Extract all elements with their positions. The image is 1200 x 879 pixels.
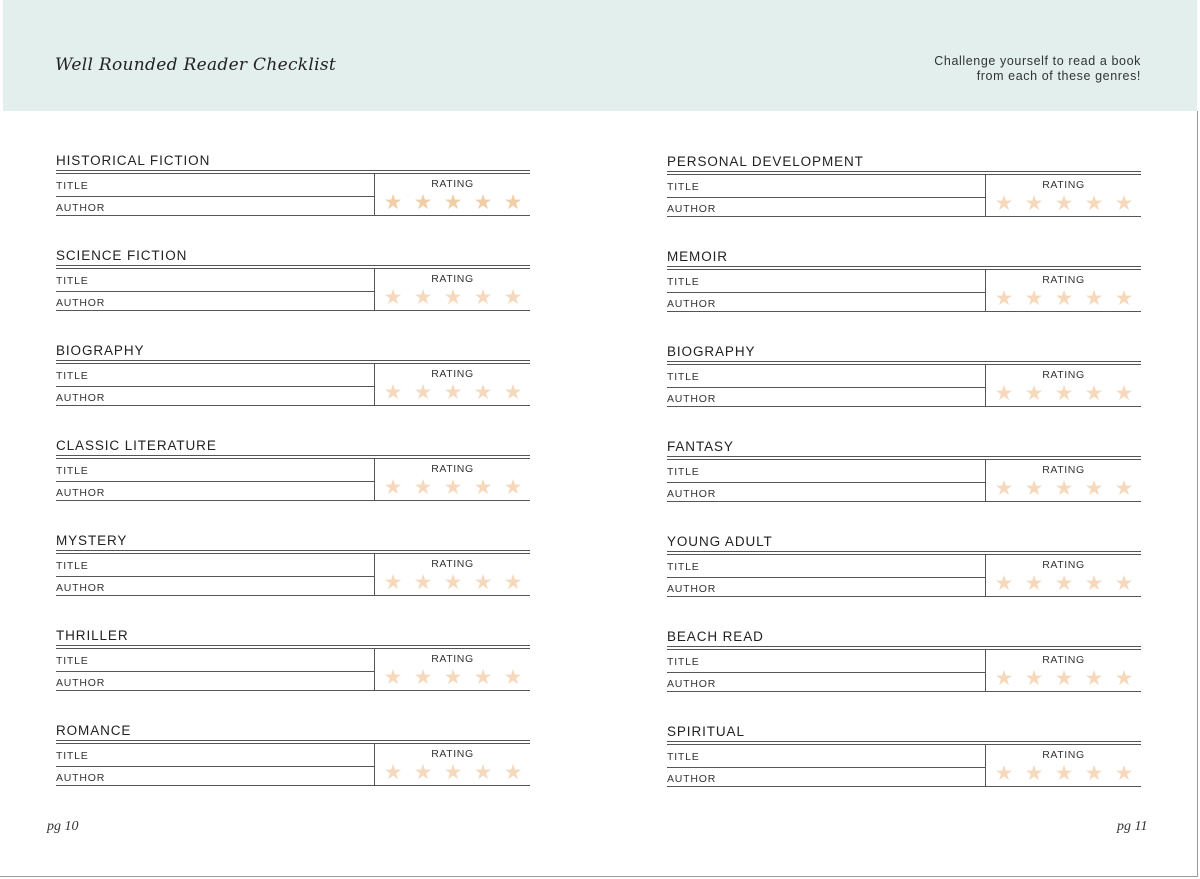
genre-name: SPIRITUAL xyxy=(667,724,745,739)
genre-section xyxy=(667,154,1141,244)
genre-section xyxy=(667,724,1141,814)
star-icon[interactable]: ★ xyxy=(413,570,433,594)
rule-line xyxy=(667,554,1141,555)
rule-line xyxy=(667,406,1141,407)
star-icon[interactable]: ★ xyxy=(413,190,433,214)
star-icon[interactable]: ★ xyxy=(443,665,463,689)
book-entry-box xyxy=(56,265,530,311)
star-icon[interactable]: ★ xyxy=(1084,191,1104,215)
star-icon[interactable]: ★ xyxy=(503,760,523,784)
rating-label: RATING xyxy=(431,748,474,760)
star-icon[interactable]: ★ xyxy=(1114,381,1134,405)
rule-line xyxy=(56,740,530,741)
rule-line xyxy=(56,481,374,482)
genre-section xyxy=(56,438,530,528)
rule-line xyxy=(56,405,530,406)
star-icon[interactable]: ★ xyxy=(383,190,403,214)
rule-line xyxy=(56,173,530,174)
star-icon[interactable]: ★ xyxy=(1054,381,1074,405)
star-rating[interactable] xyxy=(376,191,530,213)
genre-name: BIOGRAPHY xyxy=(667,344,756,359)
genre-section xyxy=(56,628,530,718)
rule-line xyxy=(667,269,1141,270)
star-icon[interactable]: ★ xyxy=(1084,476,1104,500)
star-icon[interactable]: ★ xyxy=(443,475,463,499)
rule-line xyxy=(667,459,1141,460)
genre-name: SCIENCE FICTION xyxy=(56,248,188,263)
star-icon[interactable]: ★ xyxy=(413,380,433,404)
author-field-label[interactable]: AUTHOR xyxy=(667,298,717,310)
rule-line xyxy=(667,646,1141,647)
rule-line xyxy=(667,364,1141,365)
rule-line xyxy=(667,596,1141,597)
title-field-label[interactable]: TITLE xyxy=(667,371,700,383)
star-icon[interactable]: ★ xyxy=(413,760,433,784)
book-entry-box xyxy=(667,361,1141,407)
star-icon[interactable]: ★ xyxy=(473,380,493,404)
genre-section xyxy=(56,533,530,623)
star-icon[interactable]: ★ xyxy=(1024,571,1044,595)
book-entry-box xyxy=(667,171,1141,217)
star-icon[interactable]: ★ xyxy=(443,760,463,784)
star-icon[interactable]: ★ xyxy=(443,380,463,404)
title-field-label[interactable]: TITLE xyxy=(56,465,89,477)
author-field-label[interactable]: AUTHOR xyxy=(667,773,717,785)
star-icon[interactable]: ★ xyxy=(503,570,523,594)
author-field-label[interactable]: AUTHOR xyxy=(667,488,717,500)
star-icon[interactable]: ★ xyxy=(1054,286,1074,310)
star-icon[interactable]: ★ xyxy=(443,285,463,309)
star-icon[interactable]: ★ xyxy=(383,665,403,689)
star-icon[interactable]: ★ xyxy=(1114,191,1134,215)
tagline-line-1: Challenge yourself to read a book xyxy=(934,54,1141,68)
rule-line xyxy=(56,553,530,554)
rule-line xyxy=(56,215,530,216)
star-icon[interactable]: ★ xyxy=(1114,666,1134,690)
rule-line xyxy=(667,691,1141,692)
rule-line xyxy=(667,672,985,673)
author-field-label[interactable]: AUTHOR xyxy=(667,203,717,215)
rule-line xyxy=(667,786,1141,787)
star-icon[interactable]: ★ xyxy=(994,571,1014,595)
author-field-label[interactable]: AUTHOR xyxy=(56,677,106,689)
genre-name: PERSONAL DEVELOPMENT xyxy=(667,154,864,169)
genre-section xyxy=(667,439,1141,529)
rule-line xyxy=(56,455,530,456)
star-icon[interactable]: ★ xyxy=(1054,571,1074,595)
rule-line xyxy=(667,456,1141,457)
rating-label: RATING xyxy=(1042,464,1085,476)
star-icon[interactable]: ★ xyxy=(413,475,433,499)
star-rating[interactable] xyxy=(987,762,1141,784)
star-icon[interactable]: ★ xyxy=(503,190,523,214)
star-icon[interactable]: ★ xyxy=(443,570,463,594)
rating-label: RATING xyxy=(1042,179,1085,191)
star-rating[interactable] xyxy=(987,572,1141,594)
rule-line xyxy=(56,360,530,361)
rating-label: RATING xyxy=(1042,559,1085,571)
genre-name: CLASSIC LITERATURE xyxy=(56,438,217,453)
rule-line xyxy=(667,174,1141,175)
page-number-left: pg 10 xyxy=(47,819,79,834)
star-rating[interactable] xyxy=(376,476,530,498)
rule-line xyxy=(667,551,1141,552)
genre-name: MEMOIR xyxy=(667,249,728,264)
rule-line xyxy=(56,595,530,596)
star-icon[interactable]: ★ xyxy=(443,190,463,214)
rule-line xyxy=(667,216,1141,217)
book-entry-box xyxy=(56,360,530,406)
star-icon[interactable]: ★ xyxy=(994,666,1014,690)
rating-label: RATING xyxy=(431,273,474,285)
author-field-label[interactable]: AUTHOR xyxy=(56,297,106,309)
rule-line xyxy=(667,197,985,198)
genre-section xyxy=(56,723,530,813)
rule-line xyxy=(56,743,530,744)
star-icon[interactable]: ★ xyxy=(503,285,523,309)
rule-line xyxy=(56,310,530,311)
rule-line xyxy=(56,265,530,266)
author-field-label[interactable]: AUTHOR xyxy=(667,393,717,405)
star-rating[interactable] xyxy=(376,666,530,688)
rule-line xyxy=(667,171,1141,172)
star-icon[interactable]: ★ xyxy=(1024,191,1044,215)
star-icon[interactable]: ★ xyxy=(1114,476,1134,500)
rule-line xyxy=(56,648,530,649)
genre-name: MYSTERY xyxy=(56,533,128,548)
genre-name: HISTORICAL FICTION xyxy=(56,153,211,168)
title-field-label[interactable]: TITLE xyxy=(56,180,89,192)
genre-section xyxy=(667,344,1141,434)
rule-line xyxy=(56,671,374,672)
star-icon[interactable]: ★ xyxy=(1114,571,1134,595)
tagline-line-2: from each of these genres! xyxy=(976,69,1141,83)
star-icon[interactable]: ★ xyxy=(473,190,493,214)
title-field-label[interactable]: TITLE xyxy=(667,561,700,573)
star-icon[interactable]: ★ xyxy=(994,191,1014,215)
rule-line xyxy=(667,501,1141,502)
rule-line xyxy=(56,785,530,786)
rule-line xyxy=(667,482,985,483)
rule-line xyxy=(667,767,985,768)
star-rating[interactable] xyxy=(376,761,530,783)
rule-line xyxy=(667,741,1141,742)
rule-line xyxy=(667,292,985,293)
book-entry-box xyxy=(56,455,530,501)
book-entry-box xyxy=(667,646,1141,692)
rule-line xyxy=(667,361,1141,362)
star-rating[interactable] xyxy=(987,477,1141,499)
star-icon[interactable]: ★ xyxy=(413,665,433,689)
rule-line xyxy=(667,266,1141,267)
star-icon[interactable]: ★ xyxy=(383,380,403,404)
rule-line xyxy=(56,170,530,171)
rule-line xyxy=(56,268,530,269)
page-number-right: pg 11 xyxy=(1117,819,1148,834)
rule-line xyxy=(56,550,530,551)
rating-label: RATING xyxy=(431,178,474,190)
rule-line xyxy=(56,458,530,459)
star-icon[interactable]: ★ xyxy=(383,475,403,499)
star-icon[interactable]: ★ xyxy=(503,665,523,689)
rating-label: RATING xyxy=(1042,274,1085,286)
star-icon[interactable]: ★ xyxy=(1084,571,1104,595)
rating-label: RATING xyxy=(431,368,474,380)
rule-line xyxy=(667,744,1141,745)
rule-line xyxy=(56,576,374,577)
star-icon[interactable]: ★ xyxy=(473,475,493,499)
rule-line xyxy=(56,645,530,646)
star-icon[interactable]: ★ xyxy=(1084,286,1104,310)
rule-line xyxy=(667,649,1141,650)
author-field-label[interactable]: AUTHOR xyxy=(667,678,717,690)
book-entry-box xyxy=(667,551,1141,597)
genre-name: BIOGRAPHY xyxy=(56,343,145,358)
genre-name: ROMANCE xyxy=(56,723,132,738)
genre-section xyxy=(667,629,1141,719)
author-field-label[interactable]: AUTHOR xyxy=(56,772,106,784)
star-rating[interactable] xyxy=(987,667,1141,689)
rating-label: RATING xyxy=(1042,369,1085,381)
genre-name: THRILLER xyxy=(56,628,129,643)
star-icon[interactable]: ★ xyxy=(1054,191,1074,215)
genre-section xyxy=(56,153,530,243)
star-icon[interactable]: ★ xyxy=(1084,381,1104,405)
rule-line xyxy=(667,311,1141,312)
rule-line xyxy=(56,690,530,691)
star-icon[interactable]: ★ xyxy=(1024,381,1044,405)
star-icon[interactable]: ★ xyxy=(994,381,1014,405)
title-field-label[interactable]: TITLE xyxy=(56,655,89,667)
rule-line xyxy=(56,291,374,292)
rating-label: RATING xyxy=(431,558,474,570)
author-field-label[interactable]: AUTHOR xyxy=(56,487,106,499)
star-icon[interactable]: ★ xyxy=(1084,666,1104,690)
genre-section xyxy=(667,534,1141,624)
star-icon[interactable]: ★ xyxy=(1114,761,1134,785)
star-icon[interactable]: ★ xyxy=(473,570,493,594)
book-entry-box xyxy=(56,645,530,691)
page-title: Well Rounded Reader Checklist xyxy=(55,55,337,75)
genre-name: BEACH READ xyxy=(667,629,764,644)
page-edge-right xyxy=(1197,111,1198,877)
genre-name: YOUNG ADULT xyxy=(667,534,773,549)
rating-label: RATING xyxy=(431,463,474,475)
star-icon[interactable]: ★ xyxy=(1054,666,1074,690)
star-icon[interactable]: ★ xyxy=(994,286,1014,310)
title-field-label[interactable]: TITLE xyxy=(56,275,89,287)
title-field-label[interactable]: TITLE xyxy=(667,656,700,668)
rule-line xyxy=(56,386,374,387)
book-entry-box xyxy=(56,550,530,596)
title-field-label[interactable]: TITLE xyxy=(667,751,700,763)
rule-line xyxy=(56,500,530,501)
star-icon[interactable]: ★ xyxy=(503,380,523,404)
rating-label: RATING xyxy=(431,653,474,665)
star-icon[interactable]: ★ xyxy=(1084,761,1104,785)
rule-line xyxy=(56,196,374,197)
title-field-label[interactable]: TITLE xyxy=(56,370,89,382)
star-icon[interactable]: ★ xyxy=(413,285,433,309)
header-tagline xyxy=(801,54,1141,84)
title-field-label[interactable]: TITLE xyxy=(667,276,700,288)
star-rating[interactable] xyxy=(376,286,530,308)
genre-section xyxy=(667,249,1141,339)
rule-line xyxy=(667,577,985,578)
rating-label: RATING xyxy=(1042,749,1085,761)
rule-line xyxy=(56,363,530,364)
star-icon[interactable]: ★ xyxy=(473,760,493,784)
star-icon[interactable]: ★ xyxy=(473,665,493,689)
star-icon[interactable]: ★ xyxy=(473,285,493,309)
genre-name: FANTASY xyxy=(667,439,734,454)
genre-section xyxy=(56,343,530,433)
book-entry-box xyxy=(56,170,530,216)
star-icon[interactable]: ★ xyxy=(1024,476,1044,500)
star-icon[interactable]: ★ xyxy=(383,760,403,784)
star-icon[interactable]: ★ xyxy=(383,285,403,309)
star-rating[interactable] xyxy=(987,382,1141,404)
star-icon[interactable]: ★ xyxy=(1054,476,1074,500)
star-icon[interactable]: ★ xyxy=(1024,761,1044,785)
star-icon[interactable]: ★ xyxy=(994,476,1014,500)
book-entry-box xyxy=(56,740,530,786)
book-entry-box xyxy=(667,741,1141,787)
star-icon[interactable]: ★ xyxy=(1024,286,1044,310)
rule-line xyxy=(56,766,374,767)
star-rating[interactable] xyxy=(376,381,530,403)
star-icon[interactable]: ★ xyxy=(383,570,403,594)
title-field-label[interactable]: TITLE xyxy=(667,466,700,478)
star-icon[interactable]: ★ xyxy=(503,475,523,499)
star-icon[interactable]: ★ xyxy=(1054,761,1074,785)
rule-line xyxy=(667,387,985,388)
author-field-label[interactable]: AUTHOR xyxy=(667,583,717,595)
author-field-label[interactable]: AUTHOR xyxy=(56,202,106,214)
star-rating[interactable] xyxy=(987,192,1141,214)
genre-section xyxy=(56,248,530,338)
page-edge-bottom xyxy=(0,876,1198,877)
title-field-label[interactable]: TITLE xyxy=(667,181,700,193)
star-rating[interactable] xyxy=(987,287,1141,309)
star-icon[interactable]: ★ xyxy=(1024,666,1044,690)
title-field-label[interactable]: TITLE xyxy=(56,560,89,572)
star-rating[interactable] xyxy=(376,571,530,593)
author-field-label[interactable]: AUTHOR xyxy=(56,392,106,404)
title-field-label[interactable]: TITLE xyxy=(56,750,89,762)
star-icon[interactable]: ★ xyxy=(994,761,1014,785)
star-icon[interactable]: ★ xyxy=(1114,286,1134,310)
author-field-label[interactable]: AUTHOR xyxy=(56,582,106,594)
rating-label: RATING xyxy=(1042,654,1085,666)
book-entry-box xyxy=(667,456,1141,502)
book-entry-box xyxy=(667,266,1141,312)
